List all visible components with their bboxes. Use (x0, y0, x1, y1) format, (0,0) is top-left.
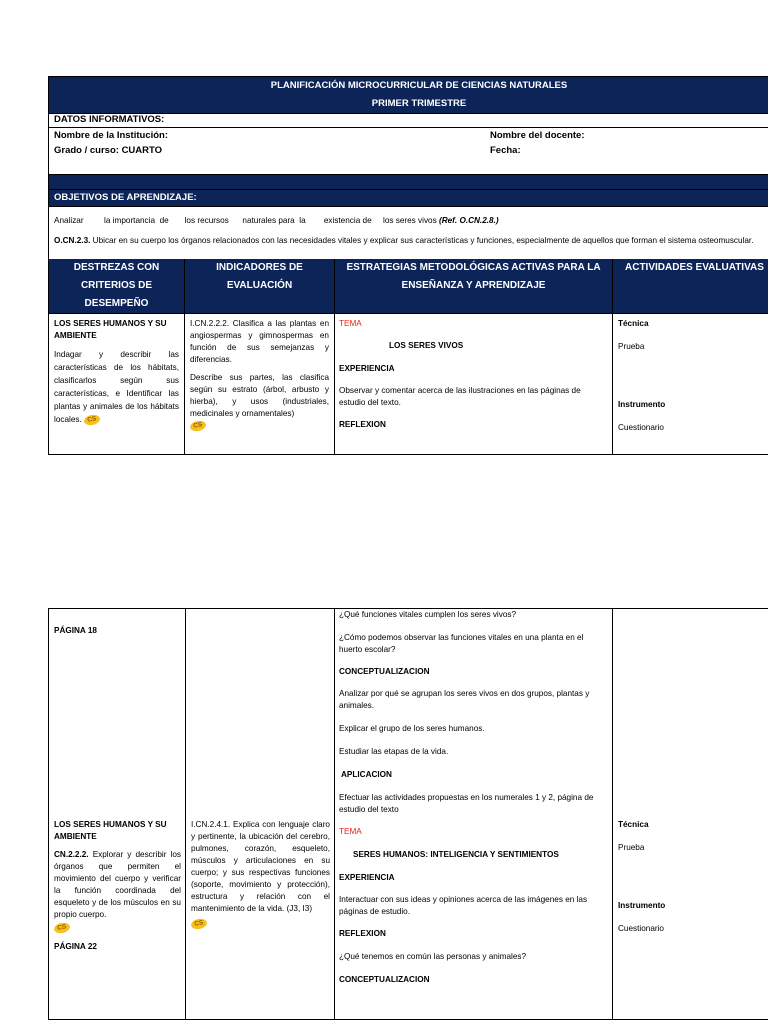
row1-destreza-cell (49, 314, 185, 454)
p2-s10: SERES HUMANOS: INTELIGENCIA Y SENTIMIENTOS (353, 850, 559, 859)
p2-s2: ¿Cómo podemos observar las funciones vitales en una planta en el huerto escolar? (339, 633, 584, 654)
institucion-label: Nombre de la Institución: (54, 130, 169, 141)
p2-s8: Efectuar las actividades propuestas en los numerales 1 y 2, página de estudio del texto (339, 793, 594, 814)
cs-badge-icon: CS (190, 917, 208, 930)
row1-destreza-title: LOS SERES HUMANOS Y SU AMBIENTE (54, 319, 167, 340)
planning-table-top (48, 76, 768, 455)
row1-tema: TEMA (339, 319, 362, 328)
p2-s7: APLICACION (341, 770, 392, 779)
p2-destreza-body: Explorar y describir los órganos que permiten el movimiento del cuerpo y verificar la función coordinada del esqueleto y de los músculos en su propio cuerpo. (54, 850, 181, 919)
row1-indicador-p2: Describe sus partes, las clasifica según su estrato (árbol, arbusto y hierba), y usos (industriales, medicinales y ornamentales) (190, 373, 329, 418)
document-title: PLANIFICACIÓN MICROCURRICULAR DE CIENCIAS NATURALES (270, 80, 568, 91)
objetivo-2-text: Ubicar en su cuerpo los órganos relacionados con las necesidades vitales y explicar sus características y funciones, especialmente de aquellos que forman el sistema osteomuscular. (90, 236, 754, 245)
grado-label: Grado / curso: CUARTO (54, 145, 163, 156)
docente-label: Nombre del docente: (490, 130, 585, 141)
objetivos-heading: OBJETIVOS DE APRENDIZAJE: (54, 192, 197, 203)
row1-tecnica: Técnica (618, 319, 649, 328)
row1-prueba: Prueba (618, 342, 645, 351)
objetivos-band (49, 190, 768, 207)
row1-experiencia: EXPERIENCIA (339, 364, 395, 373)
planning-table-page2 (48, 608, 768, 1020)
datos-heading-row (49, 114, 768, 128)
col-indicadores: INDICADORES DE EVALUACIÓN (185, 259, 335, 313)
col-destrezas: DESTREZAS CON CRITERIOS DE DESEMPEÑO (49, 259, 185, 313)
objetivo-2-code: O.CN.2.3. (54, 236, 91, 245)
p2-s11: EXPERIENCIA (339, 873, 395, 882)
col-actividades: ACTIVIDADES EVALUATIVAS (613, 259, 768, 313)
p2-actividad-cell (613, 609, 768, 1019)
p2-s5: Explicar el grupo de los seres humanos. (339, 724, 485, 733)
p2-actividad-block (618, 819, 665, 935)
row1-reflexion: REFLEXION (339, 420, 386, 429)
title-band (49, 77, 768, 114)
row1-destreza-text (54, 348, 179, 426)
p2-s15: CONCEPTUALIZACION (339, 975, 430, 984)
cs-badge-icon: CS (83, 413, 101, 426)
blank-band (49, 175, 768, 190)
objetivo-1-text: Analizar la importancia de los recursos naturales para la existencia de los seres vivos (54, 216, 439, 225)
spacer-row (49, 162, 768, 175)
row1-destreza-body: Indagar y describir las características de los hábitats, clasificarlos según sus características, e Identificar las plantas y animales de los hábitats locales. (54, 350, 179, 424)
document-subtitle: PRIMER TRIMESTRE (371, 98, 467, 109)
p2-destreza-text (54, 849, 181, 921)
p2-prueba: Prueba (618, 843, 645, 852)
p2-s14: ¿Qué tenemos en común las personas y animales? (339, 952, 527, 961)
row1-estrategia-cell (335, 314, 613, 454)
p2-estrategia-cell (335, 609, 613, 1019)
datos-row-2 (49, 144, 768, 162)
fecha-label: Fecha: (490, 145, 521, 156)
row1-experiencia-text: Observar y comentar acerca de las ilustraciones en las páginas de estudio del texto. (339, 386, 581, 407)
row-1 (49, 313, 768, 455)
row1-indicador-p1: I.CN.2.2.2. Clasifica a las plantas en angiospermas y gimnospermas en función de sus semejanzas y diferencias. (190, 319, 329, 364)
p2-destreza-cell (49, 609, 186, 1019)
p2-s1: ¿Qué funciones vitales cumplen los seres vivos? (339, 610, 517, 619)
row1-actividad-cell (613, 314, 768, 454)
p2-pagina18: PÁGINA 18 (54, 626, 97, 635)
p2-pagina22: PÁGINA 22 (54, 942, 97, 952)
p2-cuestionario: Cuestionario (618, 924, 664, 933)
column-header-row (49, 259, 768, 313)
p2-s3: CONCEPTUALIZACION (339, 667, 430, 676)
p2-tecnica: Técnica (618, 820, 649, 829)
row1-indicador-cell (185, 314, 335, 454)
p2-instrumento: Instrumento (618, 901, 666, 910)
p2-s12: Interactuar con sus ideas y opiniones acerca de las imágenes en las páginas de estudio. (339, 895, 588, 916)
p2-s13: REFLEXION (339, 929, 386, 938)
cs-badge-icon: CS (53, 921, 71, 934)
p2-indicador-block (191, 819, 330, 929)
objetivo-1-ref: (Ref. O.CN.2.8.) (438, 216, 499, 225)
p2-destreza-title: LOS SERES HUMANOS Y SU AMBIENTE (54, 820, 167, 841)
objetivos-body (49, 207, 768, 259)
p2-s9: TEMA (339, 827, 362, 836)
p2-s4: Analizar por qué se agrupan los seres vivos en dos grupos, plantas y animales. (339, 689, 590, 710)
row1-cuestionario: Cuestionario (618, 423, 664, 432)
objetivo-2 (54, 235, 768, 247)
cs-badge-icon: CS (189, 419, 207, 432)
p2-indicador-cell (186, 609, 335, 1019)
objetivo-1 (54, 215, 499, 227)
p2-destreza-code: CN.2.2.2. (54, 850, 89, 859)
p2-indicador: I.CN.2.4.1. Explica con lenguaje claro y pertinente, la ubicación del cerebro, pulmones, corazón, esqueleto, músculos y articulaciones en su cuerpo; y sus respectivas funciones (soporte, movimiento y protección), estructura y relación con el mantenimiento de la vida. (J3, I3) (191, 820, 330, 913)
row1-instrumento: Instrumento (618, 400, 666, 409)
datos-row-1 (49, 128, 768, 144)
row1-tema-title: LOS SERES VIVOS (389, 341, 464, 350)
p2-destreza-block (54, 819, 181, 953)
p2-s6: Estudiar las etapas de la vida. (339, 747, 449, 756)
datos-heading: DATOS INFORMATIVOS: (54, 114, 165, 125)
col-estrategias: ESTRATEGIAS METODOLÓGICAS ACTIVAS PARA LA ENSEÑANZA Y APRENDIZAJE (335, 259, 613, 313)
